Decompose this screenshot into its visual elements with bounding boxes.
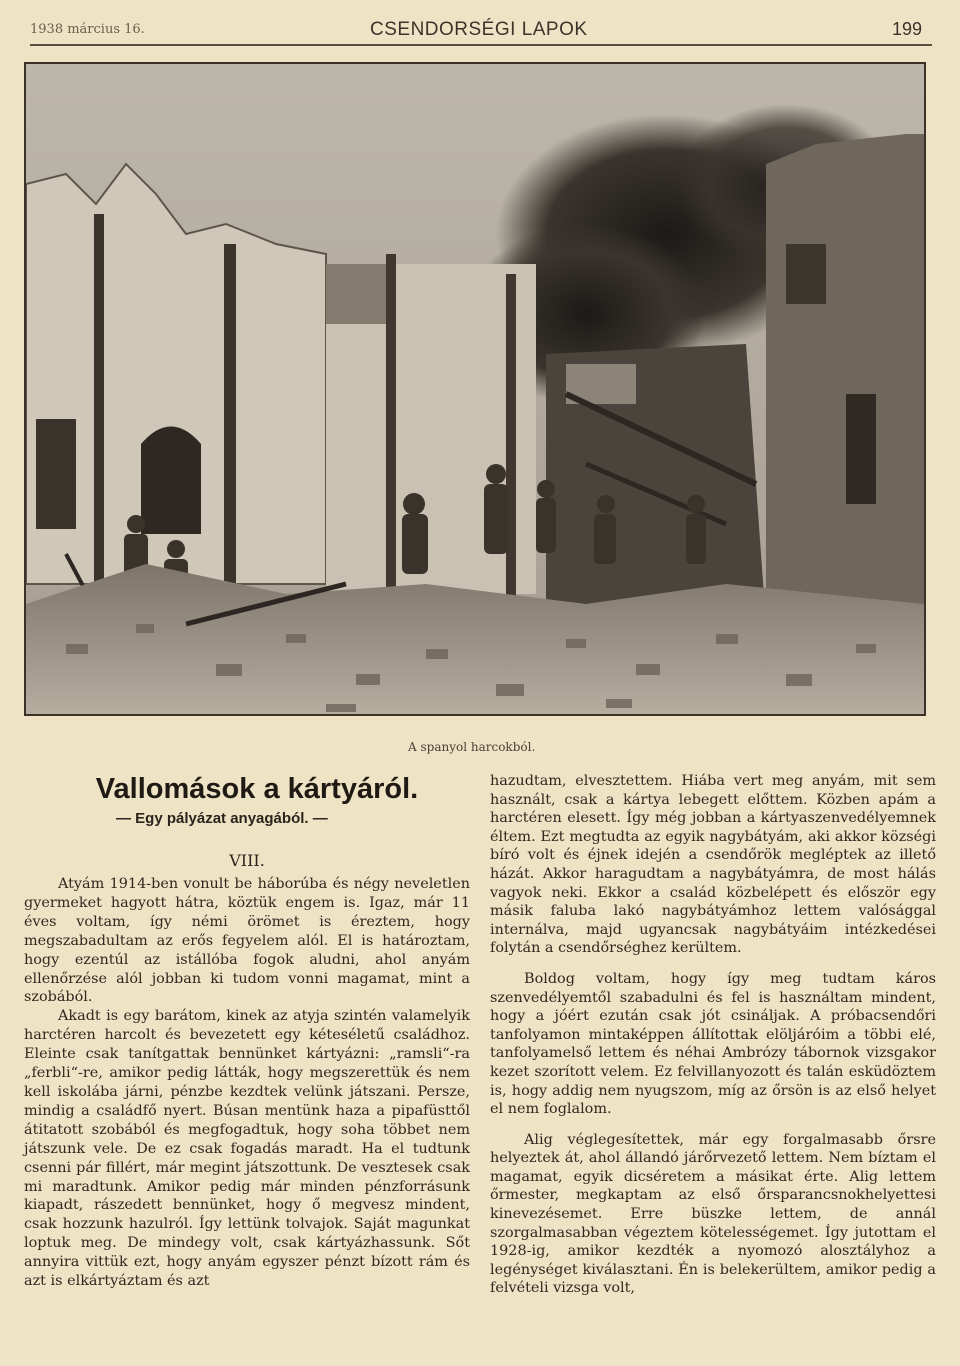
article-title: Vallomások a kártyáról. bbox=[95, 773, 419, 805]
page-number: 199 bbox=[891, 19, 922, 39]
paragraph: Akadt is egy barátom, kinek az atyja szintén valamelyik harctéren harcolt és bevezetett egy kéteséletű családhoz. Eleinte csak tanítgattak bennünket kártyázni: „ramsli“-ra „ferbli“-re, amikor pedig látták, hogy megszerettük és nem kell iskolába járni, pénzbe kezdtek velünk játszani. Persze, mindig a családfő nyert. Búsan mentünk haza a pipafüsttől átitatott szobából és megfogadtuk, hogy soha többet nem játszunk vele. De ez csak fogadás maradt. Ha el tudtunk csenni pár fillért, már megint játszottunk. De vesztesek csak mi maradtunk. Amikor pedig már minden pénzforrásunk kiapadt, rászedett bennünket, hogy ő megvesz mindent, csak hozzunk hazulról. Így lettünk tolvajok. Saját magunkat loptuk meg. De mindegy volt, csak kártyázhassunk. Sőt annyira vittük ezt, hogy anyám egyszer pénzt bízott rám és azt is elkártyáztam és azt bbox=[24, 1008, 470, 1290]
paragraph: Alig véglegesítettek, már egy forgalmasabb őrsre helyeztek át, ahol állandó járőrvezető lettem. Nem bíztam el magamat, egyik dicséretem a másikat érte. Alig lettem őrmester, megkaptam az első őrsparancsnokhelyettesi kinevezésemet. Erre büszke lettem, de annál szorgalmasabban végeztem kötelességemet. Így jutottam el 1928-ig, amikor kezdték a nyomozó alosztályhoz a legénységet kiválasztani. Én is belekerültem, amikor pedig a felvételi vizsga volt, bbox=[490, 1131, 936, 1297]
paragraph: Boldog voltam, hogy így meg tudtam káros szenvedélyemtől szabadulni és fel is használtam mindent, hogy a jóért ezután csak jót csináljak. A próbacsendőri tanfolyamon mintaképpen állítottak elöljáróim a többi elé, tanfolyamelső lettem és néhai Ambrózy tábornok vizsgakor kezet szorított velem. Ez felvillanyozott és talán esküdöztem is, hogy addig nem nyugszom, míg az őrsön is az első helyet el nem foglalom. bbox=[490, 970, 936, 1118]
article-subtitle: — Egy pályázat anyagából. — bbox=[116, 810, 328, 827]
left-column bbox=[24, 772, 470, 1291]
issue-date: 1938 március 16. bbox=[30, 22, 145, 37]
photo-caption: A spanyol harcokból. bbox=[408, 740, 536, 754]
right-column bbox=[490, 772, 936, 1298]
paragraph: hazudtam, elvesztettem. Hiába vert meg anyám, mit sem használt, csak a kártya lebegett előttem. Közben apám a harctéren elesett. Így még jobban a kártyaszenvedélyemnek éltem. Ezt megtudta az egyik nagybátyám, aki akkor községi bíró volt és éjnek idején a csendőrök megléptek az illető házát. Akkor haragudtam a nagybátyámra, de most hálás vagyok neki. Ekkor a család közbelépett és először egy másik faluba lakó nagybátyámhoz lettem valósággal internálva, majd ugyancsak nagybátyáim intézkedései folytán a csendőrséghez kerültem. bbox=[490, 773, 936, 957]
paragraph: Atyám 1914-ben vonult be háborúba és négy neveletlen gyermeket hagyott hátra, köztük engem is. Igaz, már 11 éves voltam, így némi örömet is éreztem, hogy megszabadultam az erős fegyelem alól. El is határoztam, hogy ezentúl az istállóba fogok aludni, ahol anyám ellenőrzése alól jobban ki tudom vonni magamat, mint a szobából. bbox=[24, 876, 470, 1006]
page-header bbox=[30, 18, 932, 46]
section-number: VIII. bbox=[229, 851, 265, 870]
war-photo-icon bbox=[26, 64, 924, 714]
war-photo bbox=[24, 62, 926, 716]
publication-title: CSENDORSÉGI LAPOK bbox=[370, 19, 588, 40]
